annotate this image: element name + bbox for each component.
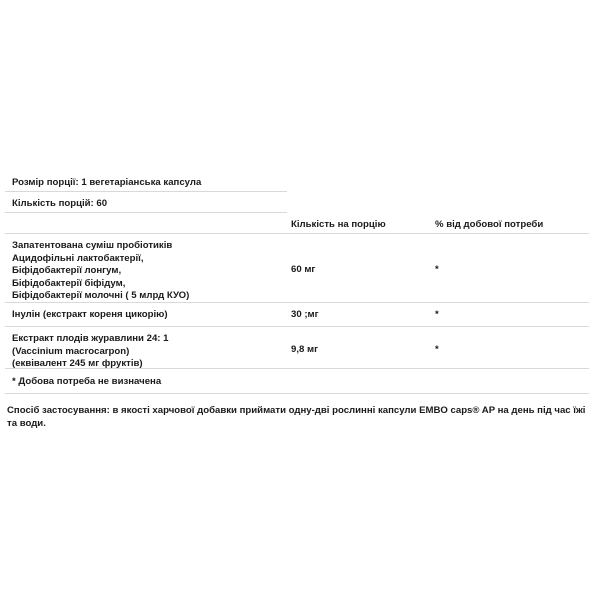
supplement-facts-table <box>5 170 589 394</box>
ingredient-name-line: Біфідобактерії молочні ( 5 млрд КУО) <box>12 290 190 301</box>
table-header-row <box>5 213 589 234</box>
ingredient-amount: 60 мг <box>291 264 316 275</box>
ingredient-name-line: Екстракт плодів журавлини 24: 1 <box>12 333 169 344</box>
servings-count-row <box>5 192 287 213</box>
ingredient-name-line: Біфідобактерії біфідум, <box>12 277 126 289</box>
ingredient-name-line: Запатентована суміш пробіотиків <box>12 240 173 251</box>
ingredient-name-line: Інулін (екстракт кореня цикорію) <box>12 309 168 320</box>
ingredient-daily-value: * <box>435 344 439 355</box>
ingredient-daily-value: * <box>435 264 439 275</box>
daily-value-header: % від добової потреби <box>435 219 544 230</box>
table-row-cranberry-extract <box>5 327 589 369</box>
ingredient-name <box>12 333 168 371</box>
amount-header: Кількість на порцію <box>291 219 386 230</box>
ingredient-name-line: Ацидофільні лактобактерії, <box>12 252 144 264</box>
ingredient-amount: 30 ;мг <box>291 309 319 320</box>
ingredient-name-line: (еквівалент 245 мг фруктів) <box>12 358 143 369</box>
table-row-inulin <box>5 303 589 327</box>
ingredient-name <box>12 240 189 303</box>
serving-size-text: Розмір порції: 1 вегетаріанська капсула <box>12 177 202 188</box>
footnote-text: * Добова потреба не визначена <box>12 376 162 387</box>
serving-size-row <box>5 170 287 192</box>
ingredient-name-line: (Vaccinium macrocarpon) <box>12 345 130 357</box>
servings-count-text: Кількість порцій: 60 <box>12 198 108 209</box>
ingredient-amount: 9,8 мг <box>291 344 319 355</box>
ingredient-daily-value: * <box>435 309 439 320</box>
table-row-probiotic-blend <box>5 234 589 303</box>
usage-instructions: Спосіб застосування: в якості харчової добавки приймати одну-дві рослинні капсули EMBO caps® AP на день під час їжі та води. <box>7 405 586 429</box>
ingredient-name <box>12 309 168 322</box>
footnote-row <box>5 369 589 394</box>
ingredient-name-line: Біфідобактерії лонгум, <box>12 265 122 276</box>
